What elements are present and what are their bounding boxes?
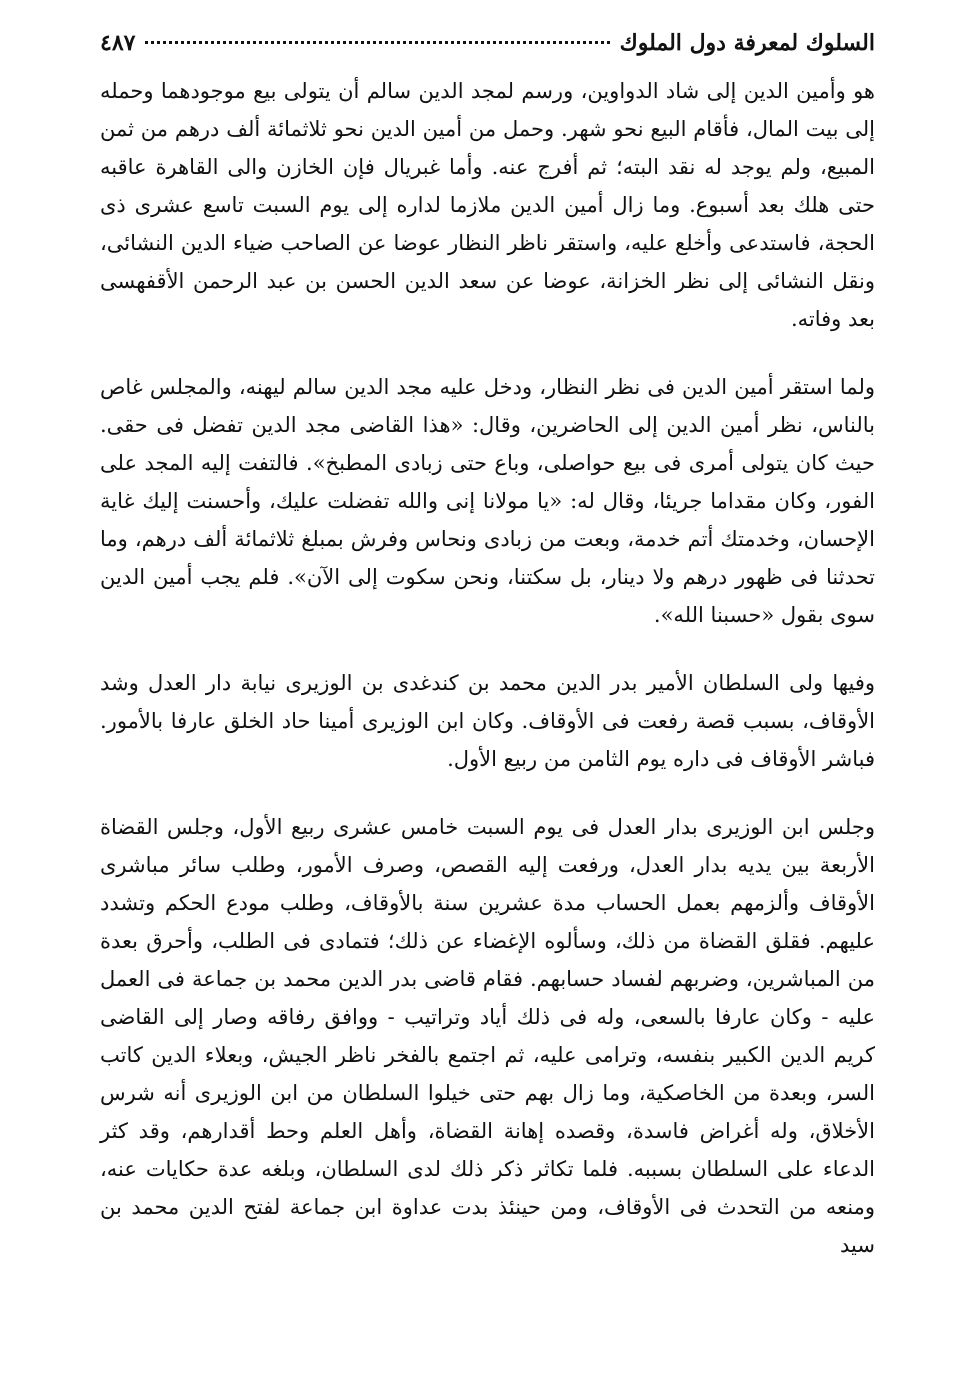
document-page [100,30,875,1264]
paragraph: ولما استقر أمين الدين فى نظر النظار، ودخل عليه مجد الدين سالم ليهنه، والمجلس غاص بالناس، نظر أمين الدين إلى الحاضرين، وقال: «هذا القاضى مجد الدين تفضل فى حقى. حيث كان يتولى أمرى فى بيع حواصلى، وباع حتى زبادى المطبخ». فالتفت إليه المجد على الفور، وكان مقداما جريئا، وقال له: «يا مولانا إنى والله تفضلت عليك، وأحسنت إليك غاية الإحسان، وخدمتك أتم خدمة، وبعت من زبادى ونحاس وفرش بمبلغ ثلاثمائة ألف درهم، وما تحدثنا فى ظهور درهم ولا دينار، بل سكتنا، ونحن سكوت إلى الآن». فلم يجب أمين الدين سوى بقول «حسبنا الله». [100,375,875,627]
running-header [100,30,875,64]
leader-dots [145,41,609,44]
paragraph: وفيها ولى السلطان الأمير بدر الدين محمد بن كندغدى بن الوزيرى نيابة دار العدل وشد الأوقاف، بسبب قصة رفعت فى الأوقاف. وكان ابن الوزيرى أمينا حاد الخلق عارفا بالأمور. فباشر الأوقاف فى داره يوم الثامن من ربيع الأول. [100,671,875,771]
paragraph: هو وأمين الدين إلى شاد الدواوين، ورسم لمجد الدين سالم أن يتولى بيع موجودهما وحمله إلى بيت المال، فأقام البيع نحو شهر. وحمل من أمين الدين نحو ثلاثمائة ألف درهم من ثمن المبيع، ولم يوجد له نقد البته؛ ثم أفرج عنه. وأما غبريال فإن الخازن والى القاهرة عاقبه حتى هلك بعد أسبوع. وما زال أمين الدين ملازما لداره إلى يوم السبت تاسع عشرى ذى الحجة، فاستدعى وأخلع عليه، واستقر ناظر النظار عوضا عن الصاحب ضياء الدين النشائى، ونقل النشائى إلى نظر الخزانة، عوضا عن سعد الدين الحسن بن عبد الرحمن الأقفهسى بعد وفاته. [100,79,875,331]
paragraph: وجلس ابن الوزيرى بدار العدل فى يوم السبت خامس عشرى ربيع الأول، وجلس القضاة الأربعة بين يديه بدار العدل، ورفعت إليه القصص، وصرف الأمور، وطلب سائر مباشرى الأوقاف وألزمهم بعمل الحساب مدة عشرين سنة بالأوقاف، وطلب مودع الحكم وتشدد عليهم. فقلق القضاة من ذلك، وسألوه الإغضاء عن ذلك؛ فتمادى فى الطلب، وأحرق بعدة من المباشرين، وضربهم لفساد حسابهم. فقام قاضى بدر الدين محمد بن جماعة فى العمل عليه - وكان عارفا بالسعى، وله فى ذلك أياد وتراتيب - ووافق رفاقه وصار إلى القاضى كريم الدين الكبير بنفسه، وترامى عليه، ثم اجتمع بالفخر ناظر الجيش، وبعلاء الدين كاتب السر، وبعدة من الخاصكية، وما زال بهم حتى خيلوا السلطان من ابن الوزيرى أنه شرس الأخلاق، وله أغراض فاسدة، وقصده إهانة القضاة، وأهل العلم وحط أقدارهم، وقد كثر الدعاء على السلطان بسببه. فلما تكاثر ذكر ذلك لدى السلطان، وبلغه عدة حكايات عنه، ومنعه من التحدث فى الأوقاف، ومن حينئذ بدت عداوة ابن جماعة لفتح الدين محمد بن سيد [100,815,875,1257]
book-title: السلوك لمعرفة دول الملوك [619,30,875,56]
page-number: ٤٨٧ [100,30,136,56]
